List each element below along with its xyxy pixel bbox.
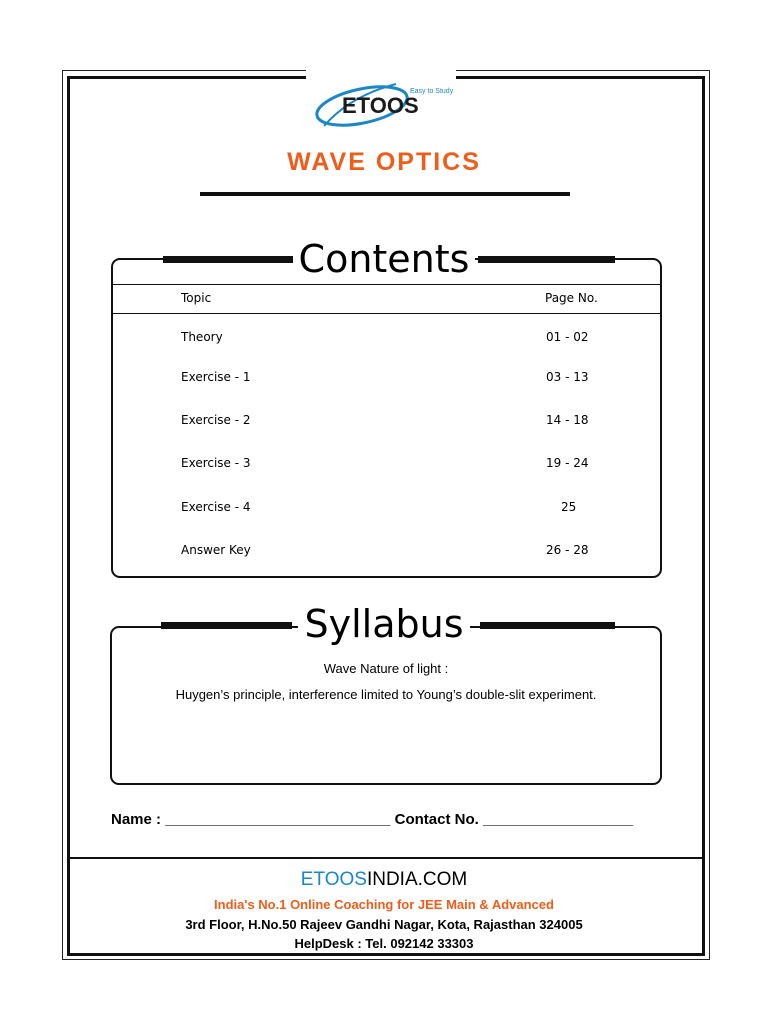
- table-row-pages: 03 - 13: [546, 370, 589, 384]
- table-row-pages: 01 - 02: [546, 330, 589, 344]
- table-row-pages: 14 - 18: [546, 413, 589, 427]
- name-contact-line: [111, 811, 633, 828]
- etoos-logo: [310, 76, 460, 136]
- syllabus-heading-text: Syllabus: [298, 602, 469, 646]
- logo-text: ETOOS: [342, 93, 419, 118]
- table-row-topic: Exercise - 1: [181, 370, 251, 384]
- logo-tagline: Easy to Study: [410, 88, 454, 95]
- table-row-topic: Theory: [181, 330, 223, 344]
- contents-heading: [0, 237, 768, 281]
- footer-tagline: India's No.1 Online Coaching for JEE Main & Advanced: [214, 897, 554, 912]
- table-row-topic: Exercise - 4: [181, 500, 251, 514]
- syllabus-box: [110, 626, 662, 785]
- contact-label: Contact No.: [394, 811, 483, 828]
- table-row-pages: 26 - 28: [546, 543, 589, 557]
- column-header-topic: Topic: [181, 291, 212, 305]
- table-row-pages: 25: [561, 500, 577, 514]
- column-header-page: Page No.: [545, 291, 598, 305]
- syllabus-heading: [0, 602, 768, 646]
- footer-divider: [67, 857, 705, 859]
- name-label: Name :: [111, 811, 166, 828]
- name-field[interactable]: ___________________________: [165, 811, 391, 828]
- table-row-pages: 19 - 24: [546, 456, 589, 470]
- footer-brand-etoos: ETOOS: [300, 869, 367, 890]
- table-row-topic: Exercise - 3: [181, 456, 251, 470]
- title-underline: [200, 192, 570, 196]
- syllabus-details: Huygen’s principle, interference limited to Young’s double-slit experiment.: [175, 687, 597, 702]
- table-row-topic: Answer Key: [181, 543, 251, 557]
- footer-helpdesk: HelpDesk : Tel. 092142 33303: [294, 936, 474, 951]
- footer-brand-india: INDIA.COM: [366, 869, 468, 890]
- etoos-logo-icon: [310, 76, 460, 136]
- footer-brand: [0, 869, 768, 891]
- contact-field[interactable]: __________________: [482, 811, 634, 828]
- footer-address: 3rd Floor, H.No.50 Rajeev Gandhi Nagar, Kota, Rajasthan 324005: [185, 917, 583, 932]
- table-header-top-rule: [113, 284, 660, 285]
- contents-heading-text: Contents: [293, 237, 476, 281]
- syllabus-topic: Wave Nature of light :: [323, 661, 449, 676]
- table-row-topic: Exercise - 2: [181, 413, 251, 427]
- table-header-bottom-rule: [113, 313, 660, 314]
- document-title: WAVE OPTICS: [287, 148, 481, 176]
